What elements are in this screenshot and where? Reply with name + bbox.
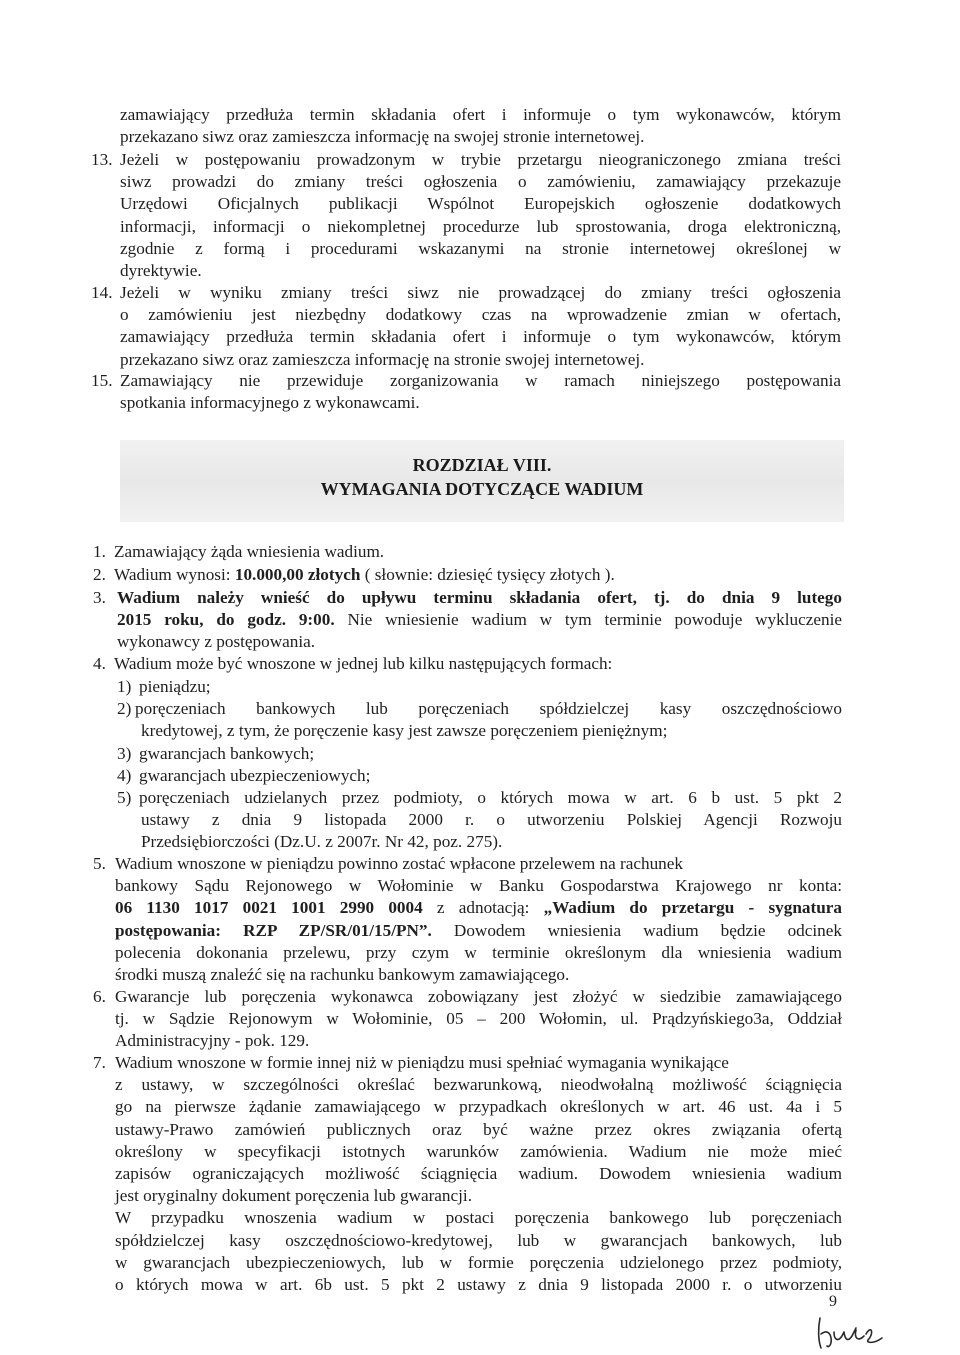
item-number: 5.	[93, 854, 106, 873]
text-line: dyrektywie.	[120, 261, 202, 281]
text-line: wykonawcy z postępowania.	[117, 632, 316, 652]
wadium-item-2	[114, 564, 842, 586]
amount-label: Wadium wynosi:	[114, 565, 235, 584]
text-line: 06 1130 1017 0021 1001 2990 0004 z adnotacją: „Wadium do przetargu - sygnatura	[115, 898, 842, 918]
form-marker: 4)	[117, 766, 132, 785]
form-marker: 3)	[117, 744, 132, 763]
text-line: ustawy-Prawo zamówień publicznych oraz być ważne przez okres związania ofertą	[115, 1119, 842, 1139]
item-number: 13.	[91, 150, 113, 169]
item-15	[120, 370, 841, 414]
chapter-banner	[120, 440, 844, 522]
page-number: 9	[829, 1293, 837, 1310]
text-line: przekazano siwz oraz zamieszcza informację na swojej stronie internetowej.	[120, 127, 645, 147]
item-number: 1.	[93, 542, 106, 561]
text-line: zgodnie z formą i procedurami wskazanymi na stronie internetowej określonej w	[120, 238, 841, 258]
form-item: poręczeniach bankowych lub poręczeniach spółdzielczej kasy oszczędnościowo	[135, 699, 842, 718]
text-line: 2015 roku, do godz. 9:00. Nie wniesienie wadium w tym terminie powoduje wykluczenie	[117, 610, 843, 630]
transfer-note-signature: postępowania: RZP ZP/SR/01/15/PN”.	[115, 920, 432, 940]
text-line: z ustawy, w szczególności określać bezwarunkową, nieodwołalną możliwość ściągnięcia	[115, 1075, 842, 1095]
text-line: tj. w Sądzie Rejonowym w Wołominie, 05 – 200 Wołomin, ul. Prądzyńskiego3a, Oddział	[115, 1009, 842, 1029]
text-line: Zamawiający żąda wniesienia wadium.	[114, 542, 385, 561]
text-line: Wadium może być wnoszone w jednej lub kilku następujących formach:	[114, 654, 613, 673]
item-number: 15.	[91, 371, 113, 390]
text-line: środki muszą znaleźć się na rachunku bankowym zamawiającego.	[115, 965, 570, 985]
wadium-item-7	[115, 1052, 842, 1296]
item-number: 7.	[93, 1053, 106, 1072]
wadium-item-4	[114, 653, 842, 675]
text-line: Zamawiający nie przewiduje zorganizowania w ramach niniejszego postępowania	[120, 371, 841, 390]
text-line: zamawiający przedłuża termin składania ofert i informuje o tym wykonawców, którym	[120, 105, 841, 124]
text-line: o zamówieniu jest niezbędny dodatkowy czas na wprowadzenie zmian w ofertach,	[120, 305, 841, 325]
wadium-amount: 10.000,00 złotych	[234, 565, 361, 584]
text-line: o których mowa w art. 6b ust. 5 pkt 2 ustawy z dnia 9 listopada 2000 r. o utworzeniu	[115, 1275, 842, 1295]
text-line: przekazano siwz oraz zamieszcza informację na stronie swojej internetowej.	[120, 349, 645, 369]
text-line: Urzędowi Oficjalnych publikacji Wspólnot Europejskich ogłoszenie dodatkowych	[120, 194, 841, 214]
text-line: Wadium wnoszone w formie innej niż w pieniądzu musi spełniać wymagania wynikające	[115, 1053, 729, 1072]
text-line: postępowania: RZP ZP/SR/01/15/PN”. Dowodem wniesienia wadium będzie odcinek	[115, 920, 842, 940]
item-14	[120, 282, 841, 371]
form-item-continuation: kredytowej, z tym, że poręczenie kasy jest zawsze poręczeniem pieniężnym;	[141, 721, 668, 740]
bank-account-number: 06 1130 1017 0021 1001 2990 0004	[115, 898, 423, 918]
chapter-title: WYMAGANIA DOTYCZĄCE WADIUM	[320, 479, 644, 499]
amount-words: ( słownie: dziesięć tysięcy złotych ).	[360, 565, 615, 584]
form-marker: 2)	[117, 699, 132, 718]
text-line: informacji, informacji o niekompletnej procedurze lub sprostowania, droga elektroniczną,	[120, 216, 841, 236]
item-number: 3.	[93, 588, 106, 607]
transfer-note: „Wadium do przetargu - sygnatura	[543, 898, 842, 918]
deadline-text: Wadium należy wnieść do upływu terminu składania ofert, tj. do dnia 9 lutego	[117, 588, 842, 607]
text-line: w gwarancjach ubezpieczeniowych, lub w formie poręczenia udzielonego przez podmioty,	[115, 1252, 842, 1272]
wadium-item-1	[114, 541, 842, 563]
text-line: jest oryginalny dokument poręczenia lub gwarancji.	[115, 1186, 473, 1206]
form-item-continuation: ustawy z dnia 9 listopada 2000 r. o utworzeniu Polskiej Agencji Rozwoju Przedsiębiorczości (Dz.U. z 2007r. Nr 42, poz. 275).	[141, 810, 842, 852]
text-line: spółdzielczej kasy oszczędnościowo-kredytowej, lub w gwarancjach bankowych, lub	[115, 1230, 842, 1250]
text-line: określony w specyfikacji istotnych warunków zamówienia. Wadium nie może mieć	[115, 1141, 842, 1161]
text-line: Gwarancje lub poręczenia wykonawca zobowiązany jest złożyć w siedzibie zamawiającego	[115, 987, 842, 1006]
text-line: zapisów ograniczających możliwość ściągnięcia wadium. Dowodem wniesienia wadium	[115, 1164, 842, 1184]
form-marker: 5)	[117, 788, 132, 807]
form-item: poręczeniach udzielanych przez podmioty, o których mowa w art. 6 b ust. 5 pkt 2	[139, 788, 842, 807]
continuation-paragraph	[120, 104, 841, 148]
text-line: bankowy Sądu Rejonowego w Wołominie w Banku Gospodarstwa Krajowego nr konta:	[115, 876, 842, 896]
handwritten-signature	[812, 1310, 892, 1352]
item-number: 4.	[93, 654, 106, 673]
chapter-number: ROZDZIAŁ VIII.	[412, 455, 552, 475]
deadline-date: 2015 roku, do godz. 9:00.	[117, 610, 335, 630]
text-line: Jeżeli w wyniku zmiany treści siwz nie prowadzącej do zmiany treści ogłoszenia	[120, 283, 841, 302]
text-line: Administracyjny - pok. 129.	[115, 1031, 310, 1051]
item-number: 2.	[93, 565, 106, 584]
text-line: Jeżeli w postępowaniu prowadzonym w trybie przetargu nieograniczonego zmiana treści	[120, 150, 841, 169]
form-item: gwarancjach ubezpieczeniowych;	[139, 766, 371, 785]
text-line: Wadium wnoszone w pieniądzu powinno zostać wpłacone przelewem na rachunek	[115, 854, 683, 873]
form-marker: 1)	[117, 677, 132, 696]
item-number: 14.	[91, 283, 113, 302]
form-item: gwarancjach bankowych;	[139, 744, 315, 763]
item-number: 6.	[93, 987, 106, 1006]
text-line: go na pierwsze żądanie zamawiającego w przypadkach określonych w art. 46 ust. 4a i 5	[115, 1097, 842, 1117]
form-item: pieniądzu;	[139, 677, 211, 696]
wadium-item-5	[115, 853, 842, 986]
text-line: spotkania informacyjnego z wykonawcami.	[120, 393, 420, 413]
wadium-item-3	[117, 587, 842, 654]
text-line: polecenia dokonania przelewu, przy czym w terminie określonym dla wniesienia wadium	[115, 942, 842, 962]
wadium-item-6	[115, 986, 842, 1053]
text-line: siwz prowadzi do zmiany treści ogłoszenia o zamówieniu, zamawiający przekazuje	[120, 172, 841, 192]
item-13	[120, 149, 841, 282]
text-line: zamawiający przedłuża termin składania ofert i informuje o tym wykonawców, którym	[120, 327, 841, 347]
text-line	[114, 564, 842, 586]
text-line: W przypadku wnoszenia wadium w postaci poręczenia bankowego lub poręczeniach	[115, 1208, 842, 1228]
